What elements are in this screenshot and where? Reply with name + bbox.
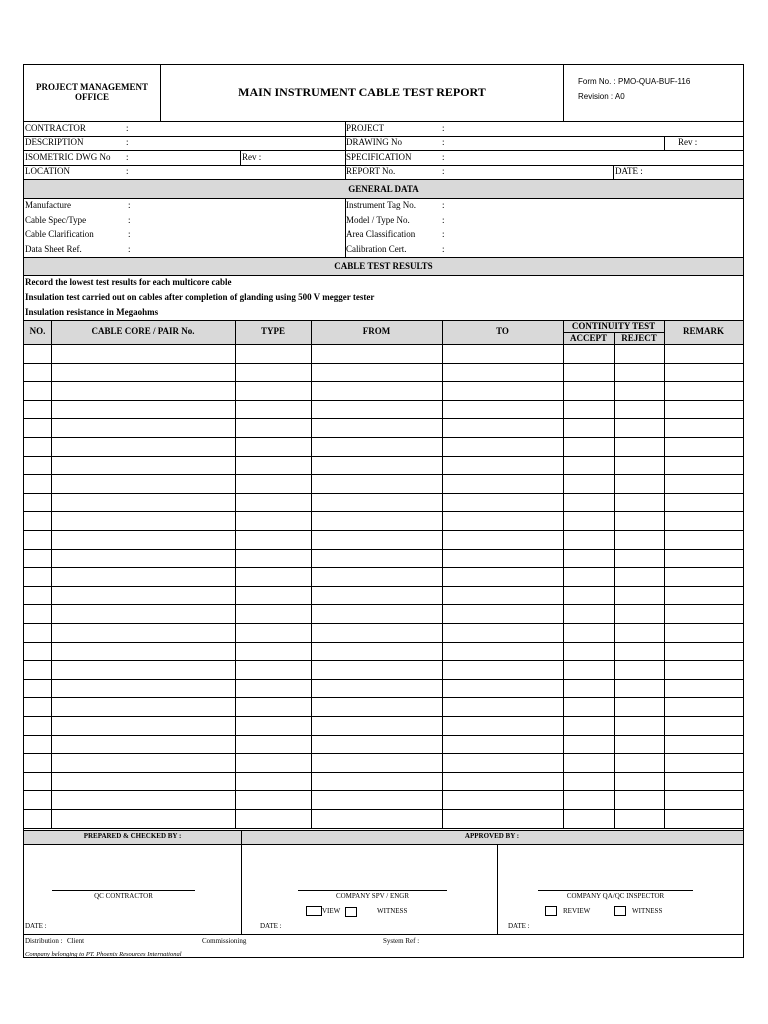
table-row — [24, 456, 743, 457]
distribution-client: Client — [67, 937, 85, 945]
col-type-header: TYPE — [260, 326, 285, 336]
cable-clarification-label: Cable Clarification — [25, 229, 94, 239]
table-row — [24, 381, 743, 382]
table-row — [24, 716, 743, 717]
table-row — [24, 772, 743, 773]
colon: : — [442, 152, 445, 162]
table-col-divider — [563, 320, 564, 828]
col-to-header: TO — [496, 326, 509, 336]
office-name: PROJECT MANAGEMENT OFFICE — [35, 82, 149, 102]
revision-number: Revision : A0 — [578, 92, 625, 101]
prepared-date-label: DATE : — [25, 922, 47, 930]
colon: : — [126, 166, 129, 176]
model-label: Model / Type No. — [346, 215, 410, 225]
witness-label: WITNESS — [377, 907, 408, 915]
table-row — [24, 735, 743, 736]
view-label: VIEW — [322, 907, 341, 915]
table-row — [24, 753, 743, 754]
table-row — [24, 697, 743, 698]
report-form — [23, 64, 744, 958]
colon: : — [442, 244, 445, 254]
approved-heading: APPROVED BY : — [464, 832, 520, 840]
company-footer: Company belonging to PT. Phoenix Resources International — [25, 951, 182, 958]
calibration-label: Calibration Cert. — [346, 244, 407, 254]
table-row — [24, 660, 743, 661]
table-row — [24, 530, 743, 531]
description-label: DESCRIPTION — [25, 137, 84, 147]
table-row — [24, 363, 743, 364]
table-top-border — [24, 320, 743, 321]
colon: : — [128, 244, 131, 254]
location-label: LOCATION — [25, 166, 70, 176]
col-remark-header: REMARK — [683, 326, 724, 336]
isometric-label: ISOMETRIC DWG No — [25, 152, 111, 162]
table-row — [24, 828, 743, 829]
qc-contractor-label: QC CONTRACTOR — [94, 892, 153, 900]
spv-date-label: DATE : — [260, 922, 282, 930]
colon: : — [126, 123, 129, 133]
witness-checkbox[interactable] — [345, 907, 357, 917]
colon: : — [442, 123, 445, 133]
drawing-label: DRAWING No — [346, 137, 403, 147]
col-reject-header: REJECT — [621, 333, 657, 343]
system-ref-label: System Ref : — [383, 937, 420, 945]
table-row — [24, 344, 743, 345]
colon: : — [128, 200, 131, 210]
table-row — [24, 437, 743, 438]
cable-test-table — [24, 320, 743, 830]
note-lowest-results: Record the lowest test results for each multicore cable — [25, 277, 232, 287]
company-qa-label: COMPANY QA/QC INSPECTOR — [566, 892, 665, 900]
col-core-header: CABLE CORE / PAIR No. — [91, 326, 195, 336]
rev-right-label: Rev : — [678, 137, 698, 147]
table-col-divider — [235, 320, 236, 828]
table-row — [24, 790, 743, 791]
area-label: Area Classification — [346, 229, 416, 239]
note-insulation-test: Insulation test carried out on cables after completion of glanding using 500 V megger tester — [25, 292, 375, 302]
table-row — [24, 586, 743, 587]
col-no-header: NO. — [29, 326, 46, 336]
table-row — [24, 511, 743, 512]
cable-spec-label: Cable Spec/Type — [25, 215, 87, 225]
colon: : — [128, 229, 131, 239]
table-col-divider — [442, 320, 443, 828]
page-title: MAIN INSTRUMENT CABLE TEST REPORT — [238, 85, 486, 99]
qa-date-label: DATE : — [508, 922, 530, 930]
report-no-label: REPORT No. — [346, 166, 396, 176]
colon: : — [442, 229, 445, 239]
data-sheet-label: Data Sheet Ref. — [25, 244, 82, 254]
review-checkbox[interactable] — [545, 906, 557, 916]
form-number: Form No. : PMO-QUA-BUF-116 — [578, 77, 691, 86]
tag-no-label: Instrument Tag No. — [346, 200, 416, 210]
col-from-header: FROM — [362, 326, 391, 336]
review-label: REVIEW — [563, 907, 591, 915]
table-row — [24, 400, 743, 401]
table-col-divider — [311, 320, 312, 828]
table-col-divider — [664, 320, 665, 828]
table-row — [24, 604, 743, 605]
table-row — [24, 493, 743, 494]
prepared-heading: PREPARED & CHECKED BY : — [83, 832, 182, 840]
note-megaohms: Insulation resistance in Megaohms — [25, 307, 159, 317]
view-checkbox[interactable] — [306, 906, 322, 916]
date-label: DATE : — [615, 166, 643, 176]
distribution-commissioning: Commissioning — [202, 937, 247, 945]
col-accept-header: ACCEPT — [569, 333, 607, 343]
table-row — [24, 549, 743, 550]
colon: : — [442, 137, 445, 147]
witness-qa-checkbox[interactable] — [614, 906, 626, 916]
general-data-heading: GENERAL DATA — [24, 179, 743, 199]
table-row — [24, 418, 743, 419]
table-row — [24, 642, 743, 643]
table-row — [24, 809, 743, 810]
table-row — [24, 567, 743, 568]
colon: : — [128, 215, 131, 225]
table-row — [24, 679, 743, 680]
project-label: PROJECT — [346, 123, 385, 133]
colon: : — [442, 166, 445, 176]
table-col-divider — [51, 320, 52, 828]
colon: : — [126, 137, 129, 147]
witness-qa-label: WITNESS — [632, 907, 663, 915]
table-row — [24, 474, 743, 475]
table-row — [24, 623, 743, 624]
col-continuity-header: CONTINUITY TEST — [571, 321, 656, 331]
specification-label: SPECIFICATION — [346, 152, 412, 162]
distribution-label: Distribution : — [25, 937, 63, 945]
contractor-label: CONTRACTOR — [25, 123, 86, 133]
colon: : — [126, 152, 129, 162]
colon: : — [442, 215, 445, 225]
company-spv-label: COMPANY SPV / ENGR — [335, 892, 410, 900]
colon: : — [442, 200, 445, 210]
cable-test-results-heading: CABLE TEST RESULTS — [24, 257, 743, 276]
manufacture-label: Manufacture — [25, 200, 71, 210]
rev-left-label: Rev : — [242, 152, 262, 162]
